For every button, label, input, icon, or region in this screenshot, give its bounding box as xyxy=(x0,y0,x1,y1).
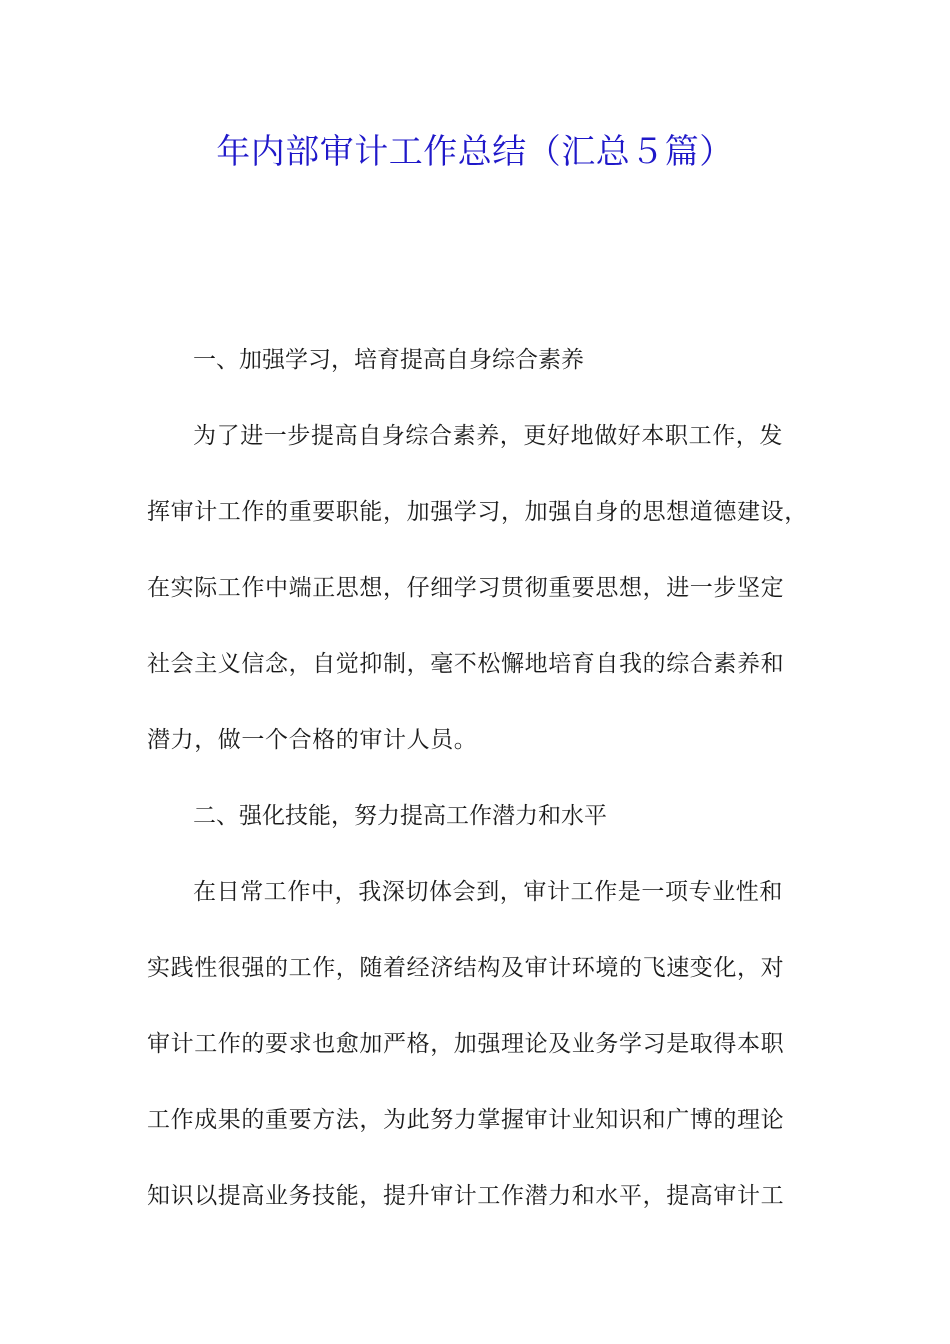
paragraph-line: 为了进一步提高自身综合素养，更好地做好本职工作，发 xyxy=(193,423,783,449)
paragraph-line: 在日常工作中，我深切体会到，审计工作是一项专业性和 xyxy=(193,879,783,905)
paragraph-line: 挥审计工作的重要职能，加强学习，加强自身的思想道德建设， xyxy=(147,499,808,525)
paragraph-line: 实践性很强的工作，随着经济结构及审计环境的飞速变化，对 xyxy=(147,955,785,981)
paragraph-line: 审计工作的要求也愈加严格，加强理论及业务学习是取得本职 xyxy=(147,1031,785,1057)
paragraph-line: 潜力，做一个合格的审计人员。 xyxy=(147,727,478,753)
document-body xyxy=(147,334,823,1246)
document-title: 年内部审计工作总结（汇总５篇） xyxy=(216,132,734,172)
paragraph-line: 知识以提高业务技能，提升审计工作潜力和水平，提高审计工 xyxy=(147,1183,785,1209)
paragraph-line: 工作成果的重要方法，为此努力掌握审计业知识和广博的理论 xyxy=(147,1107,785,1133)
paragraph-line: 在实际工作中端正思想，仔细学习贯彻重要思想，进一步坚定 xyxy=(147,575,785,601)
section-paragraph-1 xyxy=(147,410,823,766)
section-heading-1: 一、加强学习，培育提高自身综合素养 xyxy=(193,347,584,373)
section-paragraph-2 xyxy=(147,866,823,1222)
section-heading-2: 二、强化技能，努力提高工作潜力和水平 xyxy=(193,803,607,829)
paragraph-line: 社会主义信念，自觉抑制，毫不松懈地培育自我的综合素养和 xyxy=(147,651,785,677)
